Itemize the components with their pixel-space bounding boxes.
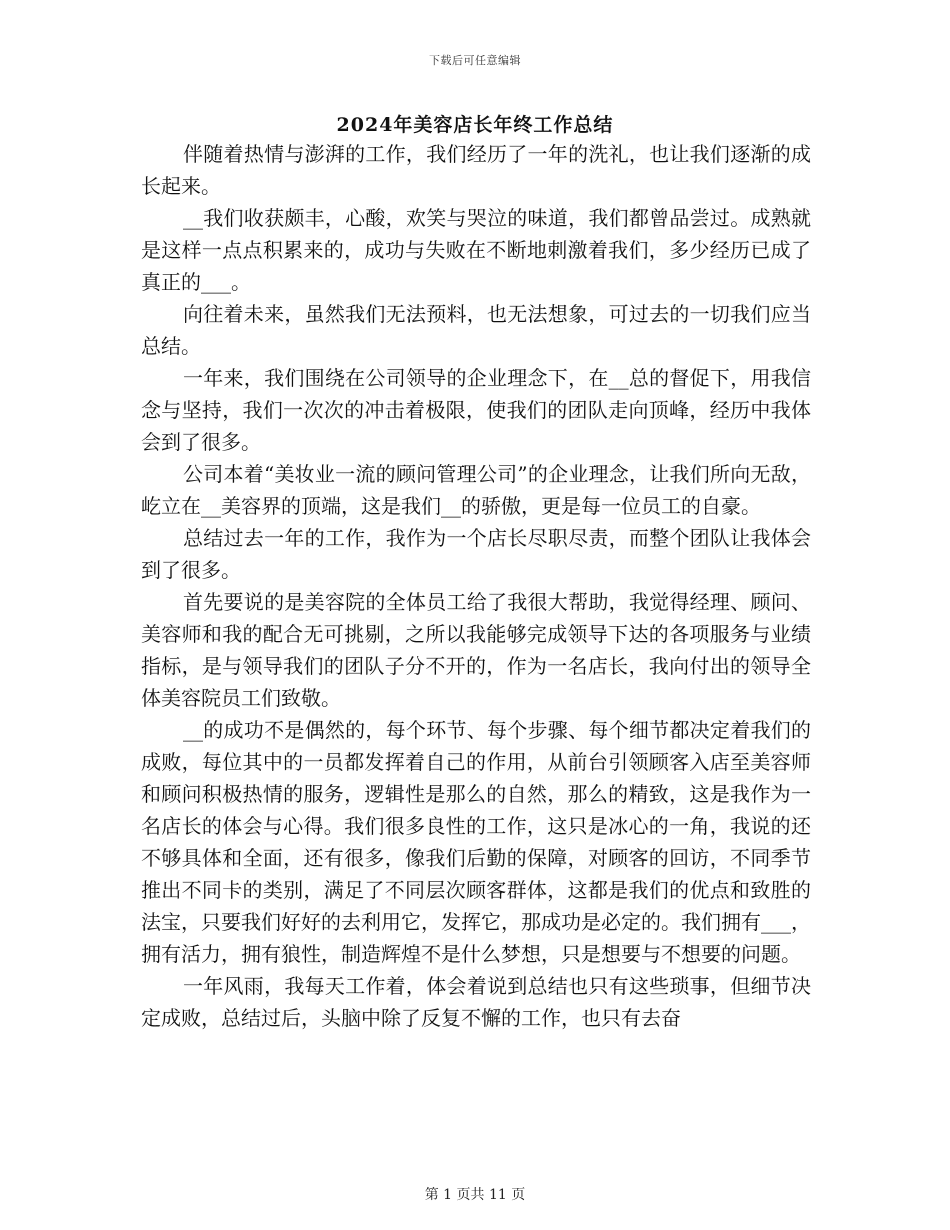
paragraph-7: 首先要说的是美容院的全体员工给了我很大帮助，我觉得经理、顾问、美容师和我的配合无可挑剔，之所以我能够完成领导下达的各项服务与业绩指标，是与领导我们的团队子分不开的，作为一名店长，我向付出的领导全体美容院员工们致敬。 xyxy=(141,590,811,710)
paragraph-3: 向往着未来，虽然我们无法预料，也无法想象，可过去的一切我们应当总结。 xyxy=(141,302,811,358)
page-footer: 第 1 页共 11 页 xyxy=(424,1187,526,1203)
paragraph-8: __的成功不是偶然的，每个环节、每个步骤、每个细节都决定着我们的成败，每位其中的一员都发挥着自己的作用，从前台引领顾客入店至美容师和顾问积极热情的服务，逻辑性是那么的自然，那么的精致，这是我作为一名店长的体会与心得。我们很多良性的工作，这只是冰心的一角，我说的还不够具体和全面，还有很多，像我们后勤的保障，对顾客的回访，不同季节推出不同卡的类别，满足了不同层次顾客群体，这都是我们的优点和致胜的法宝，只要我们好好的去利用它，发挥它，那成功是必定的。我们拥有___，拥有活力，拥有狼性，制造辉煌不是什么梦想，只是想要与不想要的问题。 xyxy=(141,718,811,966)
paragraph-6: 总结过去一年的工作，我作为一个店长尽职尽责，而整个团队让我体会到了很多。 xyxy=(141,526,811,582)
paragraph-5: 公司本着“美妆业一流的顾问管理公司”的企业理念，让我们所向无敌，屹立在__美容界的顶端，这是我们__的骄傲，更是每一位员工的自豪。 xyxy=(141,462,811,518)
header-note: 下载后可任意编辑 xyxy=(429,54,521,67)
paragraph-2: __我们收获颇丰，心酸，欢笑与哭泣的味道，我们都曾品尝过。成熟就是这样一点点积累来的，成功与失败在不断地刺激着我们，多少经历已成了真正的___。 xyxy=(141,206,811,294)
document-title: 2024年美容店长年终工作总结 xyxy=(336,114,614,136)
paragraph-1: 伴随着热情与澎湃的工作，我们经历了一年的洗礼，也让我们逐渐的成长起来。 xyxy=(141,142,811,198)
paragraph-9: 一年风雨，我每天工作着，体会着说到总结也只有这些琐事，但细节决定成败，总结过后，头脑中除了反复不懈的工作，也只有去奋 xyxy=(141,974,811,1030)
document-body xyxy=(141,138,811,1034)
paragraph-4: 一年来，我们围绕在公司领导的企业理念下，在__总的督促下，用我信念与坚持，我们一次次的冲击着极限，使我们的团队走向顶峰，经历中我体会到了很多。 xyxy=(141,366,811,454)
